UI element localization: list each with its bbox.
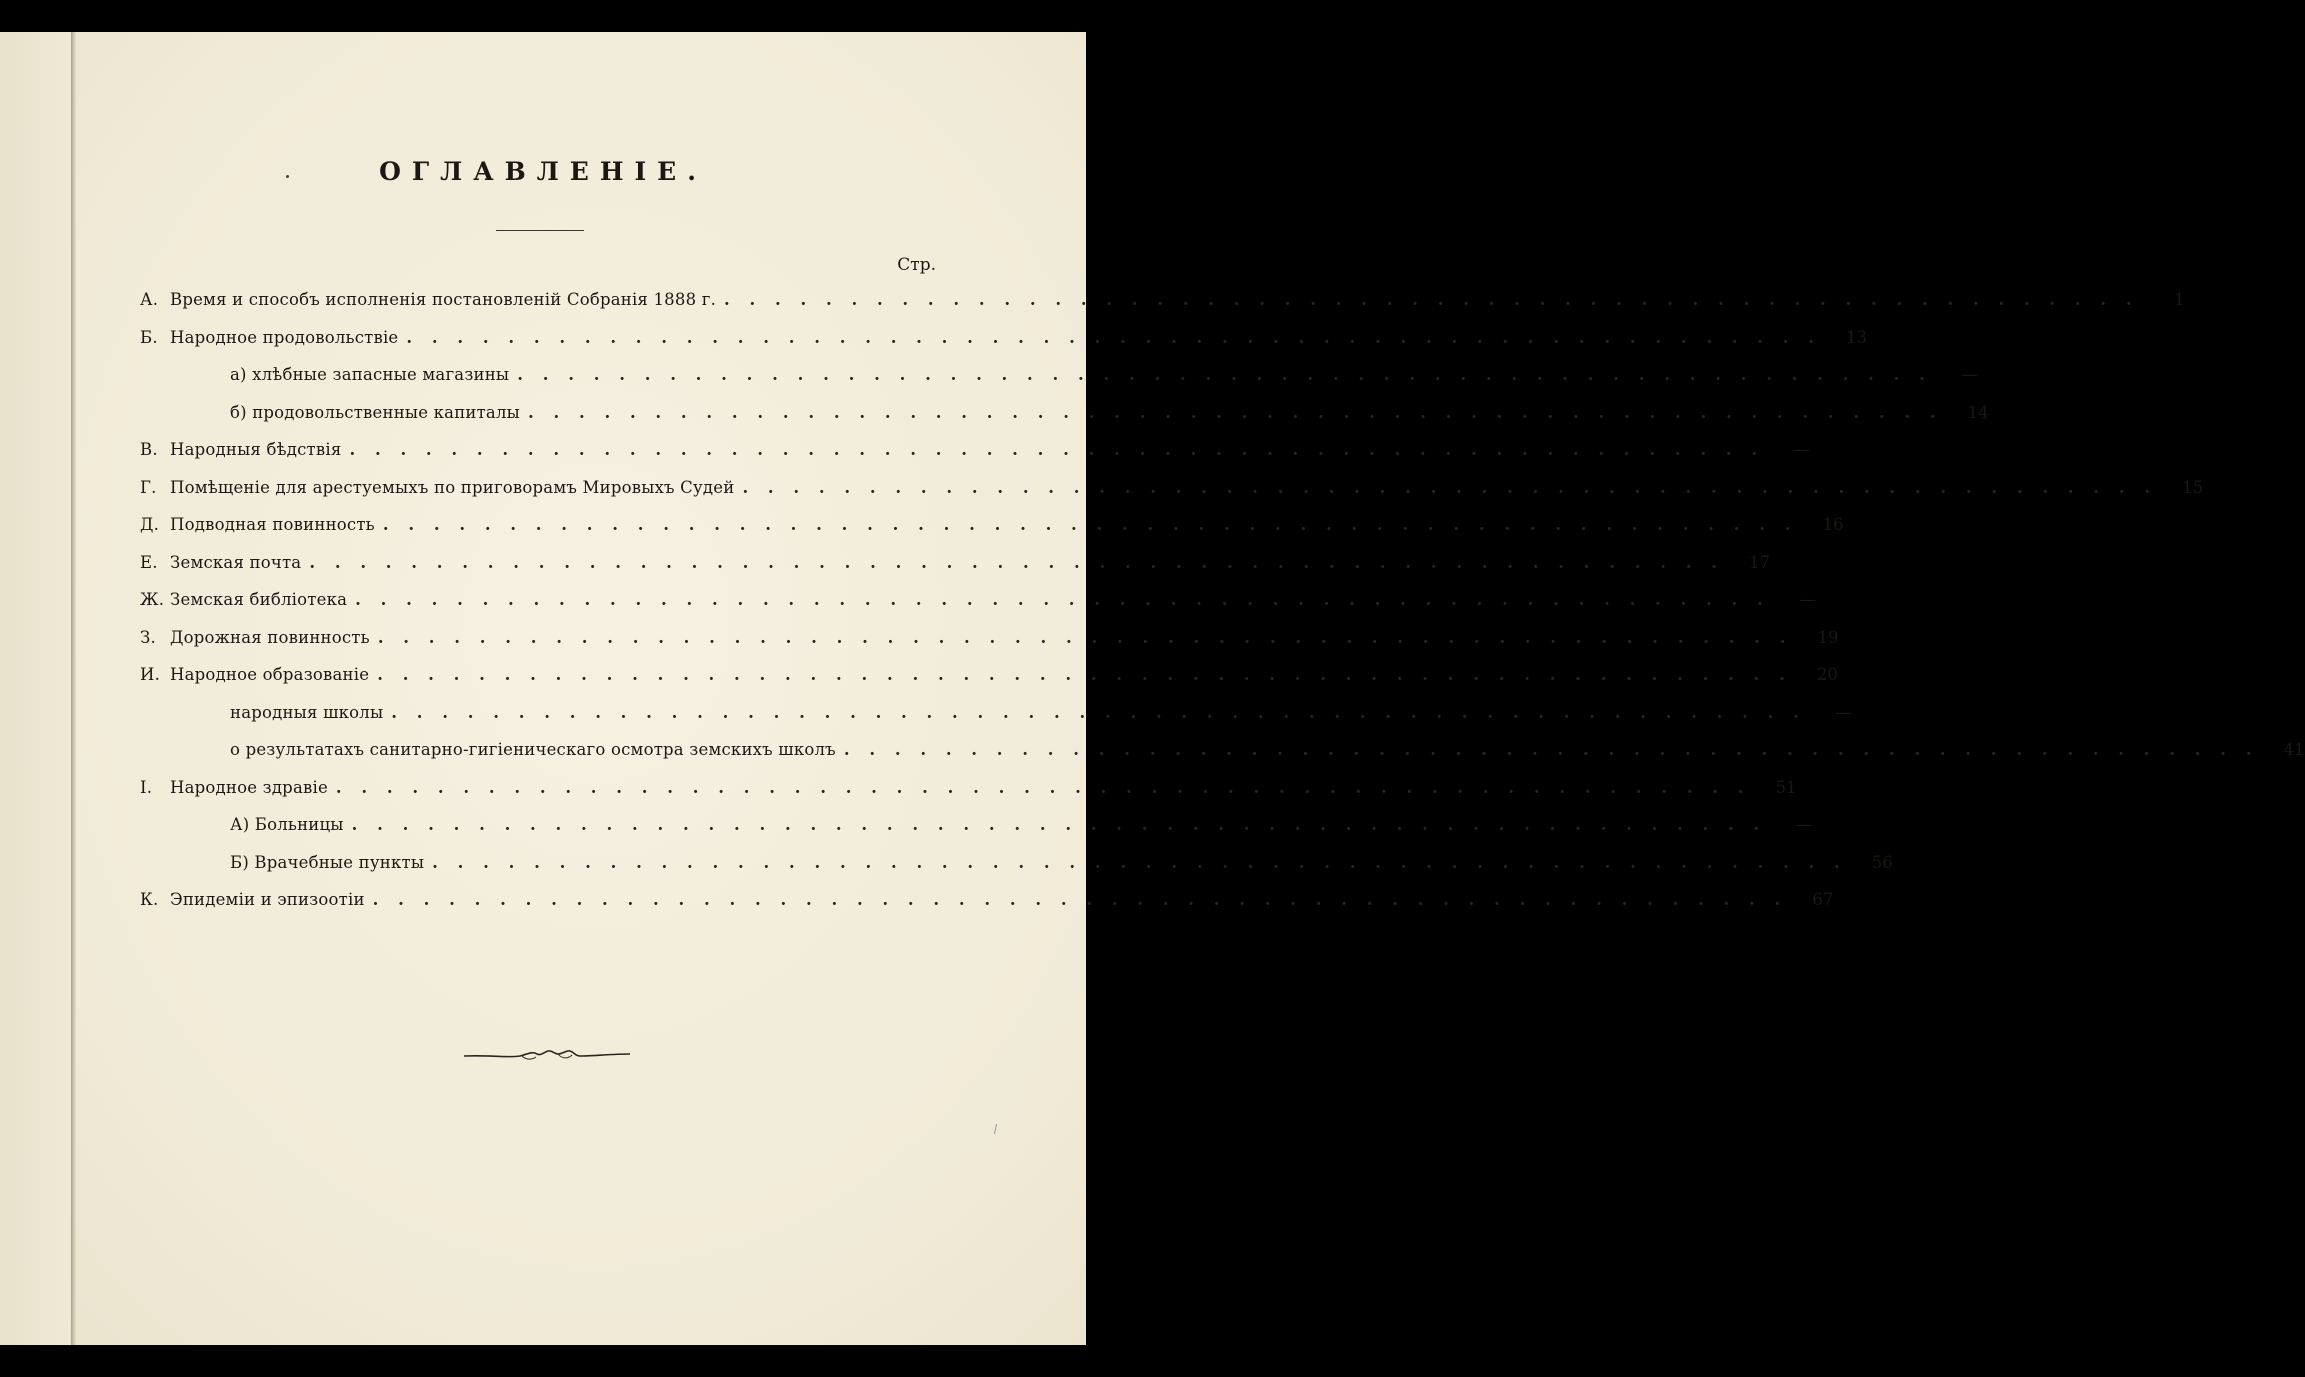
dot-leader: . . . . . . . . . . . . . . . . . . . . . . . . . . . . . . . . . . . . . . . . . . . . . . . . . . . . . . . . bbox=[724, 290, 2139, 309]
toc-entry-page: 16 bbox=[1822, 515, 1844, 534]
dot-leader: . . . . . . . . . . . . . . . . . . . . . . . . . . . . . . . . . . . . . . . . . . . . . . . . . . . . . . . . bbox=[309, 552, 1724, 572]
toc-entry-text: Земская почта bbox=[170, 552, 302, 572]
toc-entry-label bbox=[140, 890, 365, 909]
dot-leader: . . . . . . . . . . . . . . . . . . . . . . . . . . . . . . . . . . . . . . . . . . . . . . . . . . . . . . . . bbox=[372, 890, 1788, 909]
toc-entry-page: 17 bbox=[1748, 552, 1770, 572]
toc-entry-text: Подводная повинность bbox=[170, 515, 375, 534]
dot-leader: . . . . . . . . . . . . . . . . . . . . . . . . . . . . . . . . . . . . . . . . . . . . . . . . . . . . . . . . bbox=[355, 590, 1770, 609]
toc-entry-text: Б) Врачебные пункты bbox=[230, 852, 425, 872]
toc-entry-text: Народныя бѣдствія bbox=[170, 440, 342, 459]
toc-entry bbox=[140, 477, 2204, 516]
toc-entry bbox=[140, 402, 1989, 441]
toc-entry-letter: Е. bbox=[140, 552, 158, 572]
toc-entry-label bbox=[140, 853, 424, 872]
toc-entry-letter: Г. bbox=[140, 477, 157, 497]
toc-entry bbox=[140, 440, 1811, 478]
toc-entry bbox=[140, 702, 1852, 741]
page-fold-line bbox=[71, 32, 76, 1345]
dot-leader: . . . . . . . . . . . . . . . . . . . . . . . . . . . . . . . . . . . . . . . . . . . . . . . . . . . . . . . . bbox=[391, 702, 1806, 722]
toc-entry-text: А) Больницы bbox=[230, 815, 344, 834]
toc-entry bbox=[140, 627, 1839, 666]
decorative-ornament-icon bbox=[462, 1042, 632, 1066]
toc-entry-page: 13 bbox=[1846, 327, 1868, 347]
toc-entry-label bbox=[140, 328, 398, 347]
dot-leader: . . . . . . . . . . . . . . . . . . . . . . . . . . . . . . . . . . . . . . . . . . . . . . . . . . . . . . . . bbox=[843, 740, 2259, 759]
toc-entry-page: 67 bbox=[1812, 890, 1834, 909]
toc-entry-page: 20 bbox=[1816, 665, 1838, 684]
toc-entry-page: 19 bbox=[1817, 627, 1839, 647]
dot-leader: . . . . . . . . . . . . . . . . . . . . . . . . . . . . . . . . . . . . . . . . . . . . . . . . . . . . . . . . bbox=[527, 402, 1943, 422]
toc-entry-page: 15 bbox=[2182, 477, 2204, 497]
page-column-header: Стр. bbox=[897, 255, 936, 275]
toc-entry-letter: В. bbox=[140, 440, 158, 459]
dot-leader: . . . . . . . . . . . . . . . . . . . . . . . . . . . . . . . . . . . . . . . . . . . . . . . . . . . . . . . . bbox=[382, 515, 1798, 534]
toc-entry-page: 41 bbox=[2283, 740, 2305, 759]
toc-entry-text: Дорожная повинность bbox=[170, 627, 370, 647]
toc-entry-text: Эпидеміи и эпизоотіи bbox=[170, 890, 365, 909]
toc-entry-label bbox=[140, 365, 509, 384]
toc-entry-page: — bbox=[1799, 590, 1816, 609]
toc-entry-text: Народное здравіе bbox=[170, 777, 328, 797]
table-of-contents bbox=[140, 290, 2305, 928]
toc-entry-letter: Д. bbox=[140, 515, 160, 534]
toc-entry-letter: І. bbox=[140, 777, 153, 797]
dot-leader: . . . . . . . . . . . . . . . . . . . . . . . . . . . . . . . . . . . . . . . . . . . . . . . . . . . . . . . . bbox=[432, 852, 1847, 872]
toc-entry-label bbox=[140, 515, 375, 534]
previous-page-edge bbox=[0, 32, 70, 1345]
toc-entry-text: Земская библіотека bbox=[170, 590, 348, 609]
toc-entry bbox=[140, 665, 1838, 703]
toc-entry bbox=[140, 590, 1816, 628]
page-title: ОГЛАВЛЕНІЕ. bbox=[379, 157, 707, 186]
toc-entry-text: Народное образованіе bbox=[170, 665, 370, 684]
paper-mark bbox=[994, 1124, 997, 1134]
dot-leader: . . . . . . . . . . . . . . . . . . . . . . . . . . . . . . . . . . . . . . . . . . . . . . . . . . . . . . . . bbox=[406, 327, 1822, 347]
toc-entry-label bbox=[140, 740, 836, 759]
toc-entry-label bbox=[140, 703, 383, 722]
toc-entry-label bbox=[140, 478, 734, 497]
toc-entry bbox=[140, 852, 1893, 891]
toc-entry-page: — bbox=[1835, 702, 1852, 722]
toc-entry-letter: З. bbox=[140, 627, 156, 647]
toc-entry-letter: А. bbox=[140, 290, 159, 309]
toc-entry-label bbox=[140, 815, 344, 834]
dot-leader: . . . . . . . . . . . . . . . . . . . . . . . . . . . . . . . . . . . . . . . . . . . . . . . . . . . . . . . . bbox=[335, 777, 1751, 797]
toc-entry-text: о результатахъ санитарно-гигіеническаго осмотра земскихъ школъ bbox=[230, 740, 836, 759]
dot-leader: . . . . . . . . . . . . . . . . . . . . . . . . . . . . . . . . . . . . . . . . . . . . . . . . . . . . . . . . bbox=[517, 365, 1932, 384]
toc-entry-page: 1 bbox=[2174, 290, 2185, 309]
toc-entry-page: 14 bbox=[1967, 402, 1989, 422]
toc-entry-label bbox=[140, 778, 328, 797]
toc-entry-label bbox=[140, 403, 520, 422]
toc-entry-label bbox=[140, 590, 347, 609]
toc-entry-page: 51 bbox=[1775, 777, 1797, 797]
dot-leader: . . . . . . . . . . . . . . . . . . . . . . . . . . . . . . . . . . . . . . . . . . . . . . . . . . . . . . . . bbox=[349, 440, 1765, 459]
toc-entry bbox=[140, 815, 1813, 853]
toc-entry-text: народныя школы bbox=[230, 702, 384, 722]
toc-entry bbox=[140, 515, 1844, 553]
toc-entry-text: Народное продовольствіе bbox=[170, 327, 399, 347]
toc-entry-text: а) хлѣбные запасные магазины bbox=[230, 365, 510, 384]
dot-leader: . . . . . . . . . . . . . . . . . . . . . . . . . . . . . . . . . . . . . . . . . . . . . . . . . . . . . . . . bbox=[377, 665, 1792, 684]
toc-entry-letter: И. bbox=[140, 665, 161, 684]
toc-entry-letter: К. bbox=[140, 890, 159, 909]
toc-entry bbox=[140, 777, 1797, 816]
toc-entry-page: — bbox=[1793, 440, 1811, 459]
toc-entry-label bbox=[140, 440, 341, 459]
toc-entry-text: Помѣщеніе для арестуемыхъ по приговорамъ Мировыхъ Судей bbox=[170, 477, 735, 497]
toc-entry-letter: Ж. bbox=[140, 590, 165, 609]
toc-entry bbox=[140, 740, 2305, 778]
toc-entry-label bbox=[140, 665, 369, 684]
toc-entry-label bbox=[140, 290, 716, 309]
toc-entry bbox=[140, 290, 2185, 328]
toc-entry-label bbox=[140, 553, 301, 572]
toc-entry-text: Время и способъ исполненія постановленій Собранія 1888 г. bbox=[170, 290, 717, 309]
toc-entry bbox=[140, 327, 1868, 366]
title-underline bbox=[496, 230, 584, 231]
toc-entry-letter: Б. bbox=[140, 327, 158, 347]
dot-leader: . . . . . . . . . . . . . . . . . . . . . . . . . . . . . . . . . . . . . . . . . . . . . . . . . . . . . . . . bbox=[351, 815, 1767, 834]
toc-entry-page: — bbox=[1961, 365, 1978, 384]
toc-entry-label bbox=[140, 628, 370, 647]
toc-entry-page: — bbox=[1795, 815, 1813, 834]
toc-entry bbox=[140, 365, 1978, 403]
toc-entry bbox=[140, 890, 1834, 928]
dot-leader: . . . . . . . . . . . . . . . . . . . . . . . . . . . . . . . . . . . . . . . . . . . . . . . . . . . . . . . . bbox=[742, 477, 2158, 497]
dot-leader: . . . . . . . . . . . . . . . . . . . . . . . . . . . . . . . . . . . . . . . . . . . . . . . . . . . . . . . . bbox=[377, 627, 1793, 647]
toc-entry bbox=[140, 552, 1770, 591]
book-page bbox=[0, 32, 2305, 1345]
toc-entry-page: 56 bbox=[1871, 852, 1893, 872]
toc-entry-text: б) продовольственные капиталы bbox=[230, 402, 520, 422]
